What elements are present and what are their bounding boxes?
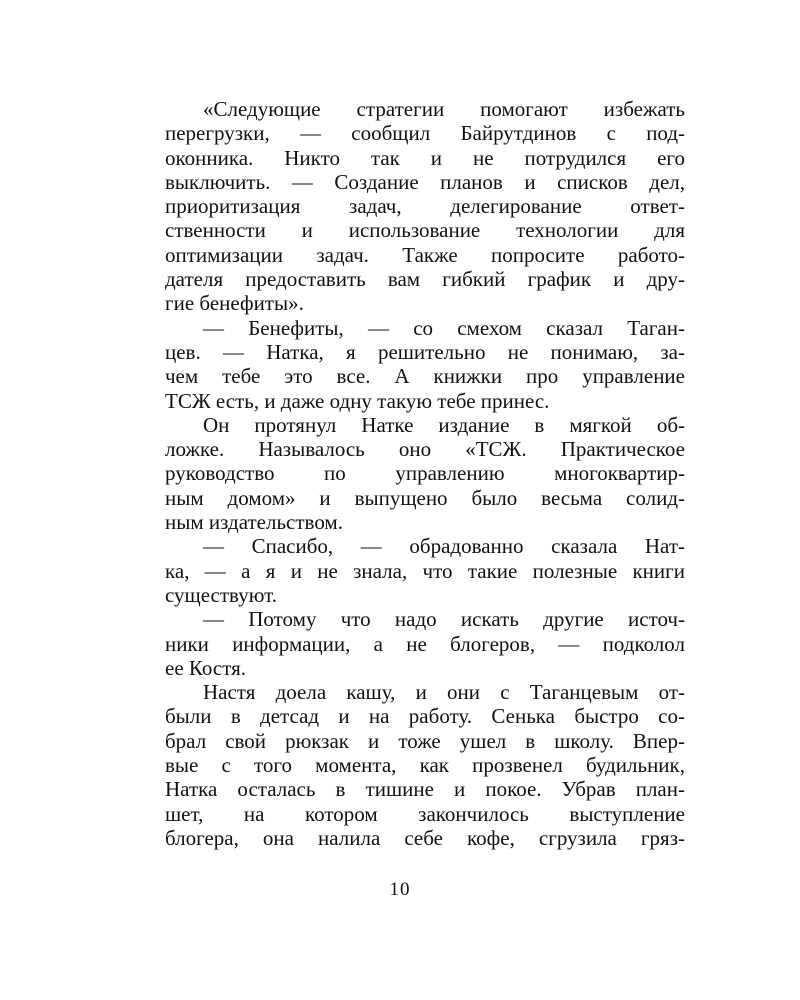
text-line: ным домом» и выпущено было весьма солид-: [165, 485, 685, 510]
text-line: существуют.: [165, 582, 278, 607]
text-line: — Потому что надо искать другие источ-: [203, 607, 685, 632]
text-line: оконника. Никто так и не потрудился его: [165, 145, 685, 170]
text-line: руководство по управлению многоквартир-: [165, 461, 685, 486]
text-line: дателя предоставить вам гибкий график и дру-: [165, 267, 685, 292]
text-line: оптимизации задач. Также попросите работо-: [165, 242, 685, 267]
text-line: Он протянул Натке издание в мягкой об-: [203, 412, 685, 437]
text-line: ТСЖ есть, и даже одну такую тебе принес.: [165, 388, 550, 413]
text-line: выключить. — Создание планов и списков дел,: [165, 169, 685, 194]
text-line: приоритизация задач, делегирование ответ-: [165, 194, 685, 219]
text-line: были в детсад и на работу. Сенька быстро со-: [165, 704, 685, 729]
text-line: ники информации, а не блогеров, — подколол: [165, 631, 685, 656]
text-line: ственности и использование технологии для: [165, 218, 685, 243]
text-line: Настя доела кашу, и они с Таганцевым от-: [203, 680, 685, 705]
text-line: «Следующие стратегии помогают избежать: [203, 97, 685, 121]
text-line: блогера, она налила себе кофе, сгрузила гряз-: [165, 825, 685, 850]
text-line: Натка осталась в тишине и покое. Убрав план-: [165, 777, 685, 802]
page-number: 10: [389, 879, 411, 900]
text-line: цев. — Натка, я решительно не понимаю, за-: [165, 339, 685, 364]
text-line: ка, — а я и не знала, что такие полезные книги: [165, 558, 685, 583]
text-line: шет, на котором закончилось выступление: [165, 801, 685, 826]
text-line: ным издательством.: [165, 510, 343, 535]
text-line: чем тебе это все. А книжки про управление: [165, 364, 685, 389]
body-text: [165, 97, 685, 850]
text-line: вые с того момента, как прозвенел будильник,: [165, 753, 685, 778]
text-line: перегрузки, — сообщил Байрутдинов с под-: [165, 121, 685, 146]
text-line: гие бенефиты».: [165, 291, 304, 316]
text-line: брал свой рюкзак и тоже ушел в школу. Впер-: [165, 728, 685, 753]
text-line: — Спасибо, — обрадованно сказала Нат-: [203, 534, 685, 559]
text-line: — Бенефиты, — со смехом сказал Таган-: [203, 315, 685, 340]
text-line: ложке. Называлось оно «ТСЖ. Практическое: [165, 437, 685, 462]
text-line: ее Костя.: [165, 655, 247, 680]
